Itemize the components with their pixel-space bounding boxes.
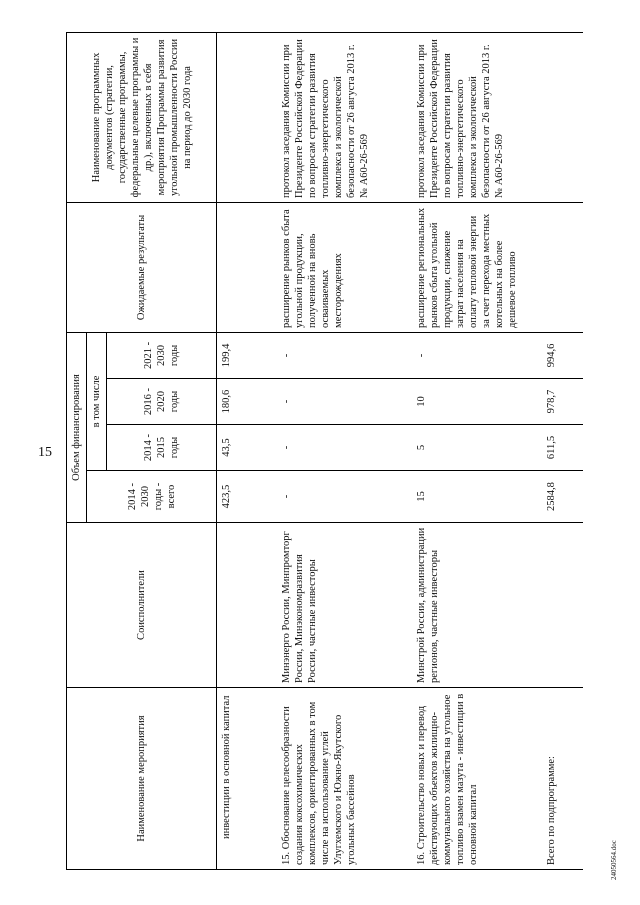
header-funding-volume: Объем финансирования [67,332,87,522]
row-results: расширение рынков сбыта угольной продукции, полученной на вновь осваиваемых месторождениях [277,202,412,332]
row-p2016: - [277,379,412,425]
page-number: 15 [38,445,52,460]
row-p2016: 180,6 [217,379,277,425]
table-row [277,32,412,869]
row-p2014: - [277,425,412,471]
row-coexecutors [217,523,277,688]
total-p2016: 978,7 [542,379,583,425]
row-total: - [277,471,412,523]
row-results [217,202,277,332]
total-coexecutors [542,523,583,688]
header-name: Наименование мероприятия [67,688,217,870]
row-total: 15 [412,471,542,523]
program-table-container [66,33,576,870]
total-value: 2584,8 [542,471,583,523]
row-p2021: 199,4 [217,332,277,378]
row-p2021: - [277,332,412,378]
header-including: в том числе [87,332,107,470]
header-total: 2014 - 2030 годы - всего [87,471,217,523]
header-documents: Наименование программных документов (стратегии, государственные программы, федеральные целевые программы и др.), включенных в себя мероприятия Программы развития угольной промышленности России на период до 2030 года [67,32,217,202]
row-name: 16. Строительство новых и перевод действующих объектов жилищно-коммунального хозяйства на угольное топливо взамен мазута - инвестиции в основной капитал [412,688,542,870]
total-p2021: 994,6 [542,332,583,378]
total-label: Всего по подпрограмме: [542,688,583,870]
table-row [217,32,277,869]
row-coexecutors: Минэнерго России, Минпромторг России, Минэкономразвития России, частные инвесторы [277,523,412,688]
header-results: Ожидаемые результаты [67,202,217,332]
header-period-2021-2030: 2021 - 2030 годы [107,332,217,378]
header-row-1 [67,32,87,869]
row-coexecutors: Минстрой России, администрации регионов, частные инвесторы [412,523,542,688]
row-documents [217,32,277,202]
total-documents [542,32,583,202]
row-p2021: - [412,332,542,378]
footer-doc-code: 24050564.doc [610,840,618,880]
total-p2014: 611,5 [542,425,583,471]
row-documents: протокол заседания Комиссии при Президенте Российской Федерации по вопросам стратегии развития топливно-энергетического комплекса и экологической безопасности от 26 августа 2013 г. № А60-26-569 [412,32,542,202]
header-coexecutors: Соисполнители [67,523,217,688]
row-p2014: 5 [412,425,542,471]
row-total: 423,5 [217,471,277,523]
row-results: расширение региональных рынков сбыта угольной продукции, снижение затрат населения на оплату тепловой энергии за счет перехода местных котельных на более дешевое топливо [412,202,542,332]
table-row [412,32,542,869]
total-results [542,202,583,332]
row-p2014: 43,5 [217,425,277,471]
header-period-2016-2020: 2016 - 2020 годы [107,379,217,425]
row-documents: протокол заседания Комиссии при Президенте Российской Федерации по вопросам стратегии развития топливно-энергетического комплекса и экологической безопасности от 26 августа 2013 г. № А60-26-569 [277,32,412,202]
total-row [542,32,583,869]
row-name: инвестиции в основной капитал [217,688,277,870]
header-period-2014-2015: 2014 - 2015 годы [107,425,217,471]
row-name: 15. Обоснование целесообразности создания коксохимических комплексов, ориентированных в том числе на использование углей Улугхемского и Южно-Якутского угольных бассейнов [277,688,412,870]
row-p2016: 10 [412,379,542,425]
program-table [66,32,583,870]
